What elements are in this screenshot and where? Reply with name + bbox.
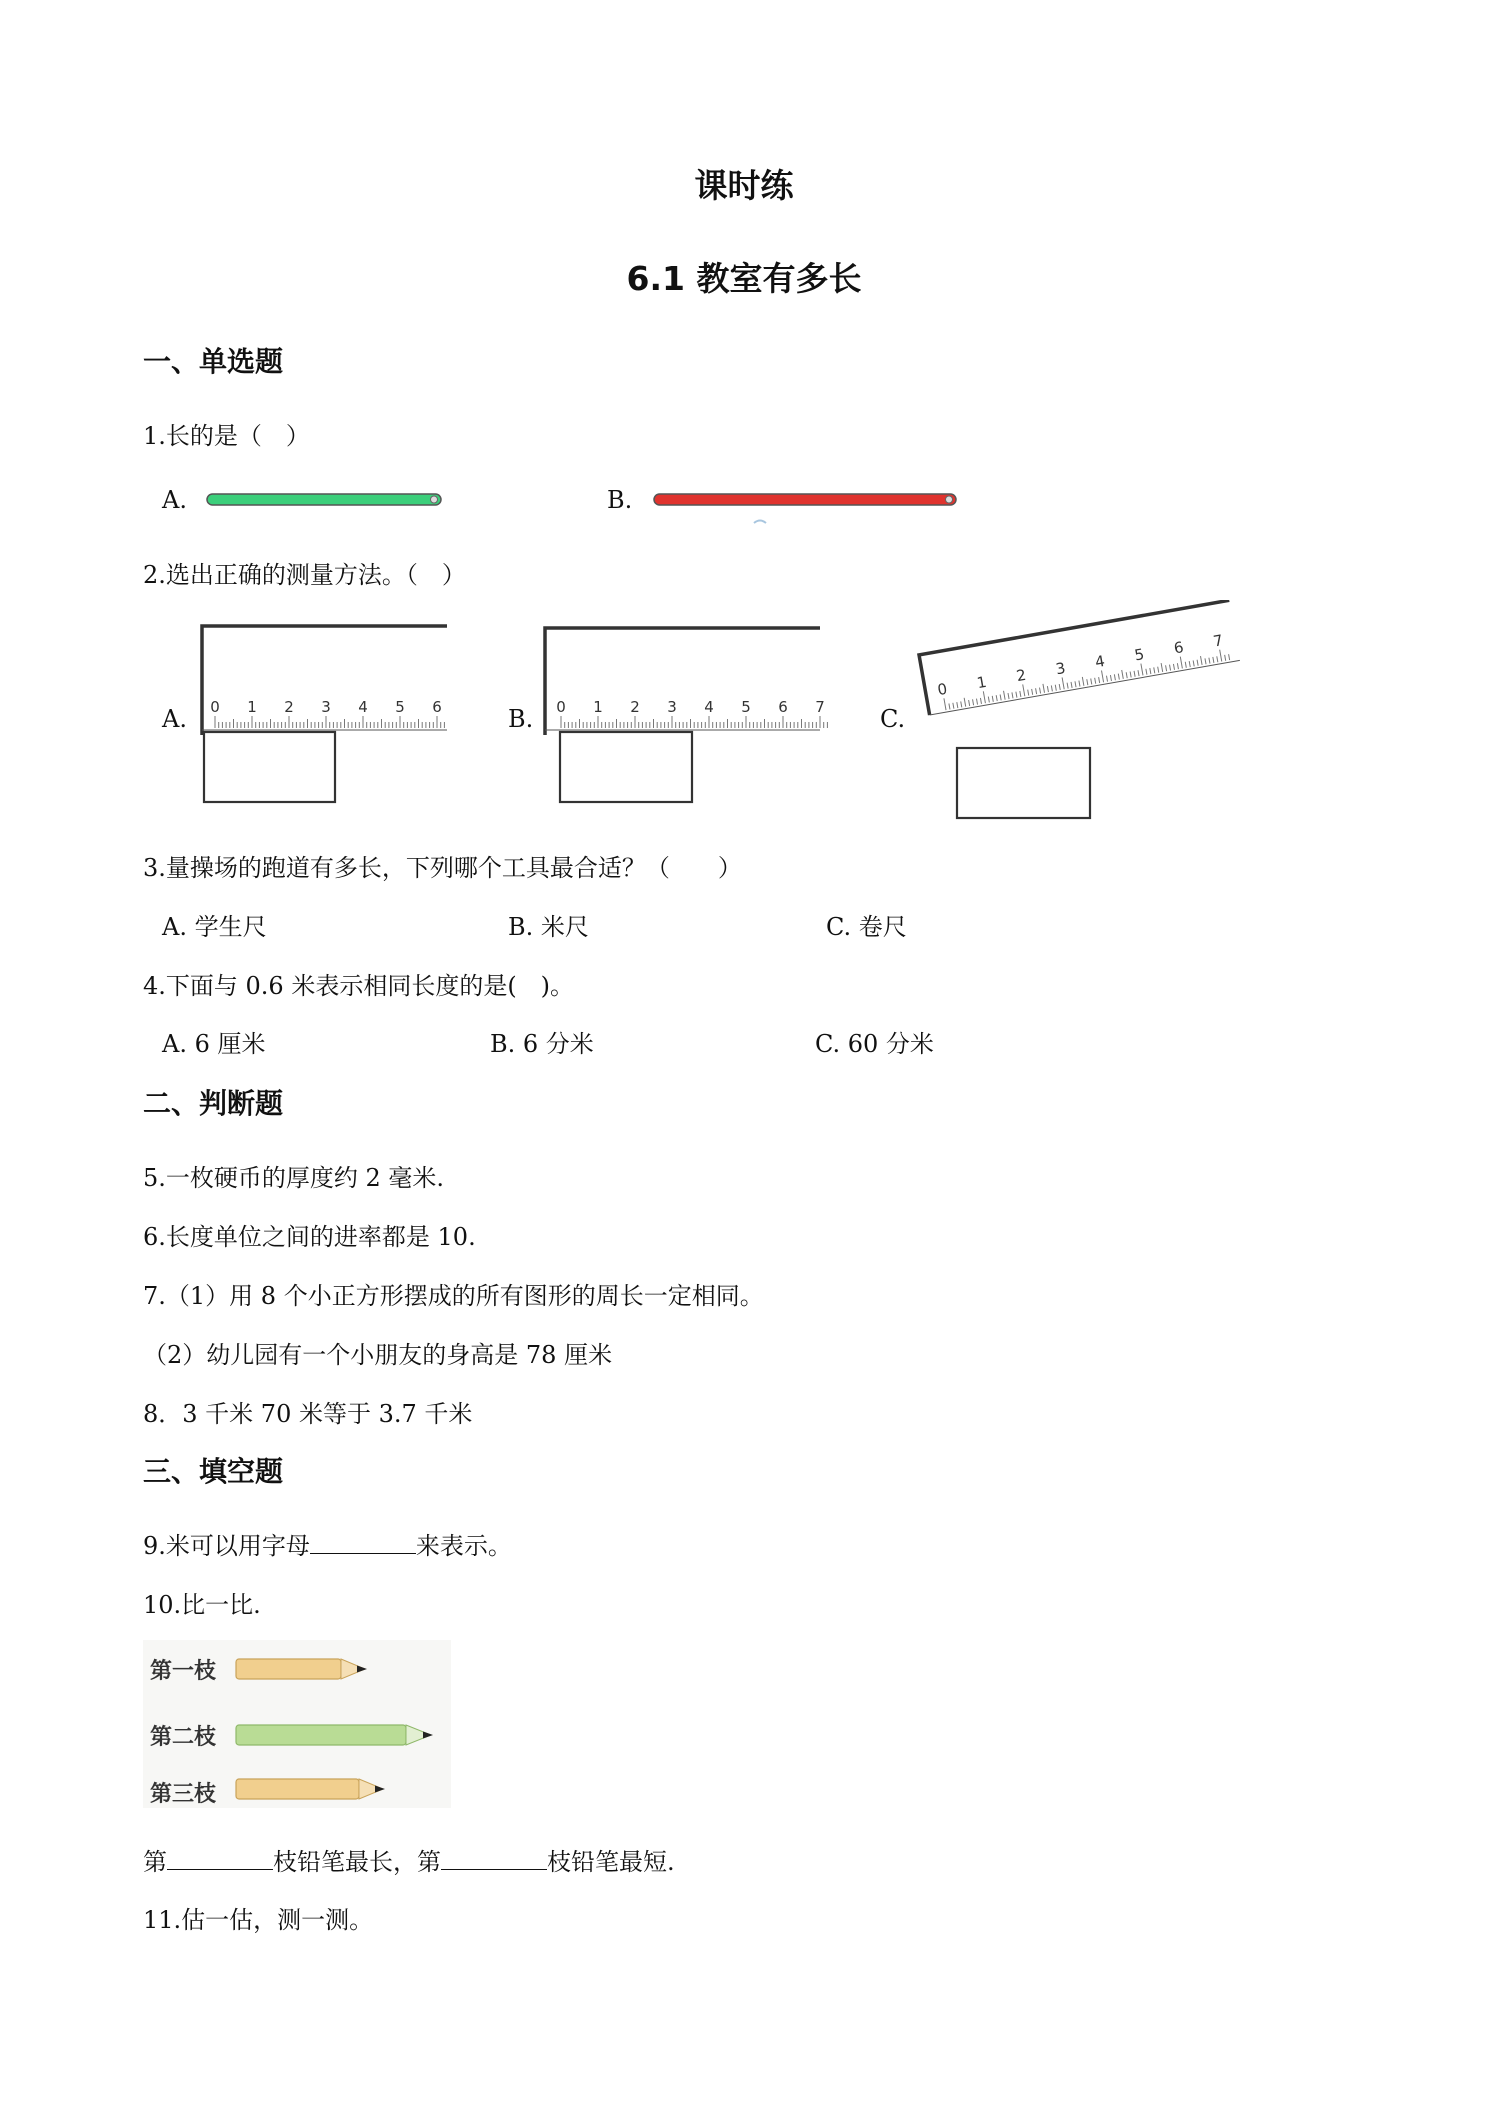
ruler-tick	[1217, 656, 1218, 662]
question-4-stem: 4.下面与 0.6 米表示相同长度的是( )。	[143, 972, 575, 1000]
ruler-tick	[1213, 657, 1214, 663]
q2-ruler-a	[195, 620, 455, 810]
q10-text-1: 第	[143, 1848, 167, 1876]
q9-text-before: 9.米可以用字母	[143, 1532, 310, 1560]
ruler-number: 0	[210, 698, 220, 716]
ruler-tick	[1134, 671, 1135, 677]
ruler-number: 4	[1093, 651, 1107, 672]
ruler-tick	[1023, 684, 1025, 696]
ruler-tick	[964, 698, 966, 707]
ruler-tick	[1095, 678, 1096, 684]
ruler-tick	[1209, 658, 1210, 664]
question-10-answer	[143, 1842, 675, 1877]
ruler-tick	[1099, 677, 1100, 683]
ruler-number: 6	[1172, 638, 1185, 658]
pencils-svg	[143, 1640, 451, 1808]
ruler-tick	[1166, 665, 1167, 671]
ruler-tick	[1118, 674, 1119, 680]
ruler-number: 7	[1211, 631, 1225, 651]
ruler-tick	[1062, 677, 1064, 689]
ruler-tick	[1071, 682, 1072, 688]
ruler-tick	[1036, 688, 1037, 694]
pencil-1	[236, 1659, 367, 1679]
section-heading-true-false: 二、判断题	[143, 1087, 284, 1120]
page-subtitle: 6.1 教室有多长	[626, 259, 862, 298]
ruler-tick	[1047, 686, 1048, 692]
q10-blank-shortest[interactable]	[441, 1847, 547, 1870]
ruler-tick	[1082, 677, 1084, 686]
ruler-tick	[980, 698, 981, 704]
ruler-number: 6	[432, 698, 442, 716]
ruler-tick	[1067, 683, 1068, 689]
ruler-tick	[1220, 650, 1222, 662]
ruler-tick	[1106, 676, 1107, 682]
q1-option-a-label: A.	[162, 486, 187, 514]
ruler-tick	[1180, 657, 1182, 669]
q2-option-c-label: C.	[880, 705, 906, 733]
ruler-tick	[1161, 663, 1163, 672]
ruler-tick	[1055, 685, 1056, 691]
ruler-number: 5	[1133, 645, 1146, 665]
q2-ruler-c	[915, 600, 1255, 830]
ruler-tick	[1158, 667, 1159, 673]
ruler-tick	[944, 698, 946, 710]
ruler-tick	[1138, 670, 1139, 676]
ruler-number: 0	[556, 698, 566, 716]
ruler-tick	[1004, 691, 1006, 700]
ruler-tick	[1170, 665, 1171, 671]
section-heading-fill-in: 三、填空题	[143, 1455, 284, 1488]
question-5: 5.一枚硬币的厚度约 2 毫米.	[143, 1164, 445, 1192]
ruler-number: 6	[778, 698, 788, 716]
ruler-tick	[1059, 684, 1060, 690]
ruler-number: 0	[936, 679, 949, 700]
q9-text-after: 来表示。	[415, 1532, 512, 1560]
q1-red-stick	[652, 490, 962, 526]
ruler-tick	[1012, 692, 1013, 698]
pencil-2-label: 第二枝	[150, 1725, 217, 1750]
q1-option-b-label: B.	[607, 486, 633, 514]
q9-blank[interactable]	[310, 1531, 416, 1554]
ruler-tick	[953, 703, 954, 709]
ruler-number: 1	[247, 698, 257, 716]
ruler-tick	[1150, 668, 1151, 674]
q1-green-stick	[205, 490, 445, 510]
ruler-number: 2	[630, 698, 640, 716]
ruler-tick	[992, 696, 993, 702]
ruler-tick	[961, 701, 962, 707]
ruler-tick	[1091, 679, 1092, 685]
ruler-tick	[973, 699, 974, 705]
ruler-tick	[996, 695, 997, 701]
question-10-stem: 10.比一比.	[143, 1591, 261, 1619]
ruler-number: 3	[667, 698, 677, 716]
ruler-tick	[1043, 684, 1045, 693]
question-11-stem: 11.估一估，测一测。	[143, 1906, 374, 1934]
ruler-tick	[1201, 656, 1203, 665]
ruler-tick	[1173, 664, 1174, 670]
ruler-tick	[1016, 692, 1017, 698]
ruler-tick	[1028, 690, 1029, 696]
ruler-tick	[983, 691, 985, 703]
question-1-stem: 1.长的是（ ）	[143, 422, 310, 450]
question-8: 8．3 千米 70 米等于 3.7 千米	[143, 1400, 473, 1428]
question-2-stem: 2.选出正确的测量方法。（ ）	[143, 561, 466, 589]
ruler-number: 1	[975, 672, 989, 693]
ruler-tick	[1141, 664, 1143, 676]
ruler-number: 7	[815, 698, 825, 716]
question-7-part-1: 7.（1）用 8 个小正方形摆成的所有图形的周长一定相同。	[143, 1282, 764, 1310]
ruler-number: 5	[741, 698, 751, 716]
ruler-tick	[1225, 655, 1226, 661]
ruler-tick	[1075, 681, 1076, 687]
ruler-tick	[1079, 681, 1080, 687]
q3-option-b: B. 米尺	[508, 913, 589, 941]
q2-option-b-label: B.	[508, 705, 534, 733]
ruler-number: 4	[704, 698, 714, 716]
q3-option-c: C. 卷尺	[826, 913, 907, 941]
ruler-number: 2	[1014, 665, 1028, 686]
q10-text-3: 枝铅笔最短.	[547, 1848, 675, 1876]
ruler-tick	[1154, 667, 1155, 673]
q10-text-2: 枝铅笔最长，第	[273, 1848, 441, 1876]
q4-option-a: A. 6 厘米	[162, 1030, 266, 1058]
ruler-tick	[988, 697, 989, 703]
ruler-number: 1	[593, 698, 603, 716]
ruler-number: 3	[1054, 658, 1067, 679]
ruler-tick	[1110, 675, 1111, 681]
question-3-stem: 3.量操场的跑道有多长，下列哪个工具最合适？（ ）	[143, 854, 742, 882]
ruler-tick	[1126, 672, 1127, 678]
ruler-tick	[1197, 660, 1198, 666]
ruler-tick	[1189, 661, 1190, 667]
ruler-tick	[957, 702, 958, 708]
page-title: 课时练	[694, 166, 794, 205]
q10-blank-longest[interactable]	[167, 1847, 273, 1870]
ruler-tick	[1032, 689, 1033, 695]
ruler-tick	[1008, 693, 1009, 699]
q4-option-c: C. 60 分米	[815, 1030, 934, 1058]
ruler-tick	[1040, 688, 1041, 694]
ruler-tick	[1114, 674, 1115, 680]
pencil-2	[236, 1725, 433, 1745]
ruler-tick	[976, 699, 977, 705]
ruler-tick	[969, 700, 970, 706]
q2-option-a-label: A.	[162, 705, 187, 733]
pencil-3-label: 第三枝	[150, 1782, 217, 1807]
ruler-tick	[1051, 685, 1052, 691]
ruler-tick	[1122, 670, 1124, 679]
ruler-tick	[1193, 660, 1194, 666]
ruler-tick	[1020, 691, 1021, 697]
question-6: 6.长度单位之间的进率都是 10.	[143, 1223, 476, 1251]
ruler-tick	[1130, 672, 1131, 678]
section-heading-single-choice: 一、单选题	[143, 345, 284, 378]
question-7-part-2: （2）幼儿园有一个小朋友的身高是 78 厘米	[143, 1341, 613, 1369]
ruler-number: 3	[321, 698, 331, 716]
ruler-tick	[1146, 669, 1147, 675]
ruler-tick	[1229, 654, 1230, 660]
q3-option-a: A. 学生尺	[162, 913, 267, 941]
ruler-tick	[1205, 658, 1206, 664]
ruler-number: 5	[395, 698, 405, 716]
question-9	[143, 1526, 512, 1561]
ruler-tick	[1102, 671, 1104, 683]
ruler-number: 2	[284, 698, 294, 716]
pencil-1-label: 第一枝	[150, 1659, 217, 1684]
ruler-tick	[1087, 679, 1088, 685]
ruler-tick	[1000, 694, 1001, 700]
pencil-3	[236, 1779, 385, 1799]
ruler-tick	[1177, 663, 1178, 669]
q2-ruler-b	[538, 620, 828, 810]
ruler-tick	[949, 704, 950, 710]
ruler-number: 4	[358, 698, 368, 716]
ruler-tick	[1185, 662, 1186, 668]
q10-pencil-figure	[143, 1640, 451, 1808]
q4-option-b: B. 6 分米	[490, 1030, 594, 1058]
